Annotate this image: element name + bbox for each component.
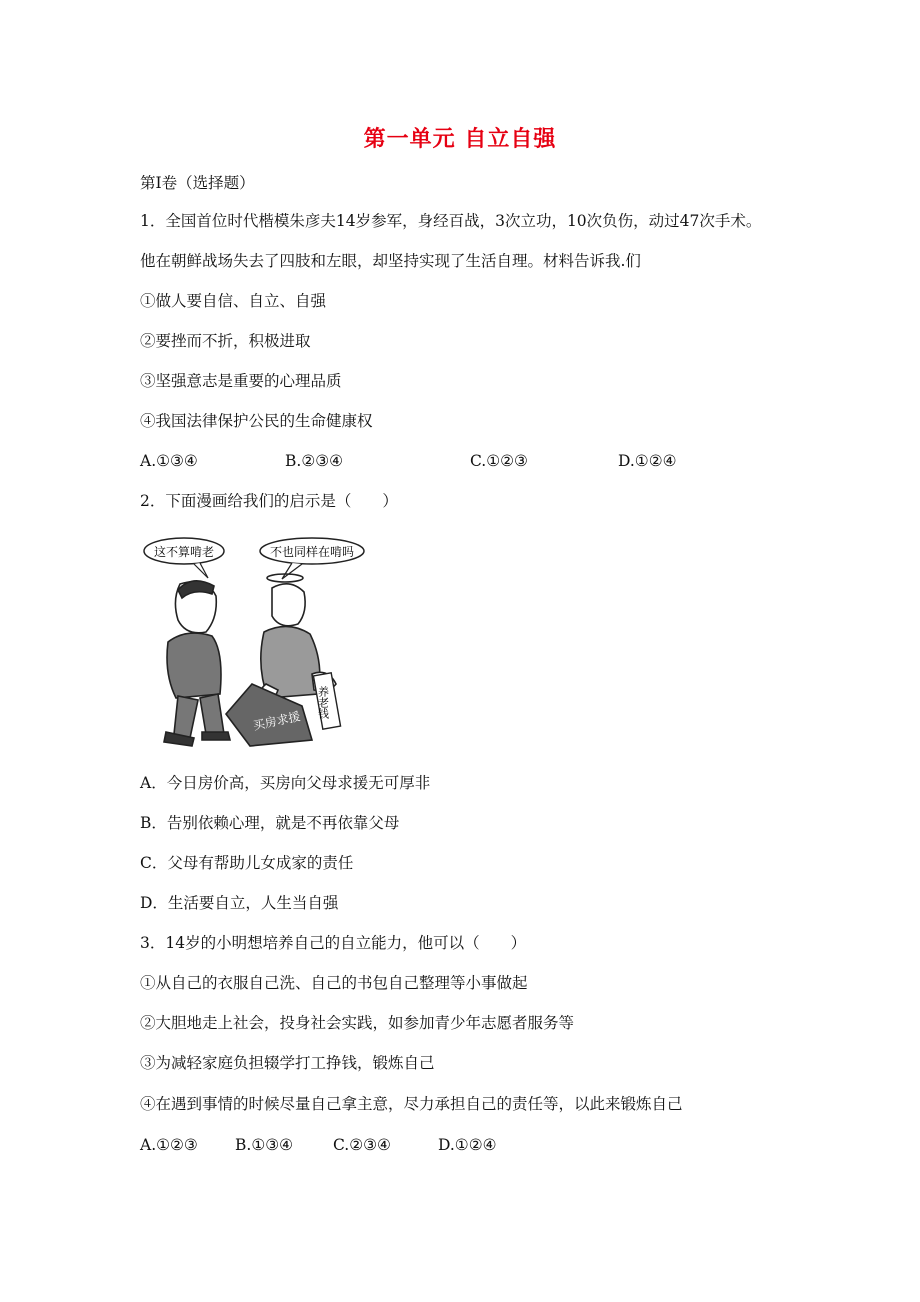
q1-option-a[interactable]: A.①③④ bbox=[140, 452, 198, 470]
q1-item-4: ④我国法律保护公民的生命健康权 bbox=[140, 412, 373, 430]
q3-option-d[interactable]: D.①②④ bbox=[438, 1136, 497, 1154]
q2-option-a[interactable]: A．今日房价高，买房向父母求援无可厚非 bbox=[140, 774, 431, 792]
comic-image bbox=[142, 534, 368, 750]
q1-stem-line1: 1．全国首位时代楷模朱彦夫14岁参军，身经百战，3次立功，10次负伤，动过47次手术。 bbox=[140, 212, 762, 230]
q3-option-a[interactable]: A.①②③ bbox=[140, 1136, 198, 1154]
q1-item-3: ③坚强意志是重要的心理品质 bbox=[140, 372, 342, 390]
q3-option-c[interactable]: C.②③④ bbox=[333, 1136, 391, 1154]
page-title: 第一单元 自立自强 bbox=[363, 127, 557, 152]
comic-bubble-left: 这不算啃老 bbox=[153, 545, 215, 559]
q1-stem-line2: 他在朝鲜战场失去了四肢和左眼，却坚持实现了生活自理。材料告诉我.们 bbox=[140, 252, 641, 270]
q3-item-2: ②大胆地走上社会，投身社会实践，如参加青少年志愿者服务等 bbox=[140, 1014, 575, 1032]
q3-item-1: ①从自己的衣服自己洗、自己的书包自己整理等小事做起 bbox=[140, 974, 528, 992]
q3-item-4: ④在遇到事情的时候尽量自己拿主意，尽力承担自己的责任等，以此来锻炼自己 bbox=[140, 1095, 683, 1113]
comic-paper-text: 养老钱 bbox=[316, 686, 330, 719]
comic-young-man bbox=[164, 581, 230, 746]
q2-stem: 2．下面漫画给我们的启示是（ ） bbox=[140, 492, 398, 510]
q2-option-c[interactable]: C．父母有帮助儿女成家的责任 bbox=[140, 854, 354, 872]
q3-options bbox=[140, 1134, 560, 1156]
section-heading: 第Ⅰ卷（选择题） bbox=[140, 174, 255, 192]
q3-stem: 3．14岁的小明想培养自己的自立能力，他可以（ ） bbox=[140, 934, 527, 952]
q1-item-2: ②要挫而不折，积极进取 bbox=[140, 332, 311, 350]
q3-item-3: ③为减轻家庭负担辍学打工挣钱，锻炼自己 bbox=[140, 1054, 435, 1072]
q1-option-d[interactable]: D.①②④ bbox=[618, 452, 677, 470]
q1-options bbox=[140, 450, 780, 472]
comic-bubble-right: 不也同样在啃吗 bbox=[269, 545, 355, 559]
q1-item-1: ①做人要自信、自立、自强 bbox=[140, 292, 327, 310]
q2-option-d[interactable]: D．生活要自立，人生当自强 bbox=[140, 894, 339, 912]
q3-option-b[interactable]: B.①③④ bbox=[235, 1136, 294, 1154]
q1-option-b[interactable]: B.②③④ bbox=[285, 452, 344, 470]
q1-option-c[interactable]: C.①②③ bbox=[470, 452, 528, 470]
comic-bag-text: 买房求援 bbox=[251, 709, 302, 733]
q2-option-b[interactable]: B．告别依赖心理，就是不再依靠父母 bbox=[140, 814, 400, 832]
